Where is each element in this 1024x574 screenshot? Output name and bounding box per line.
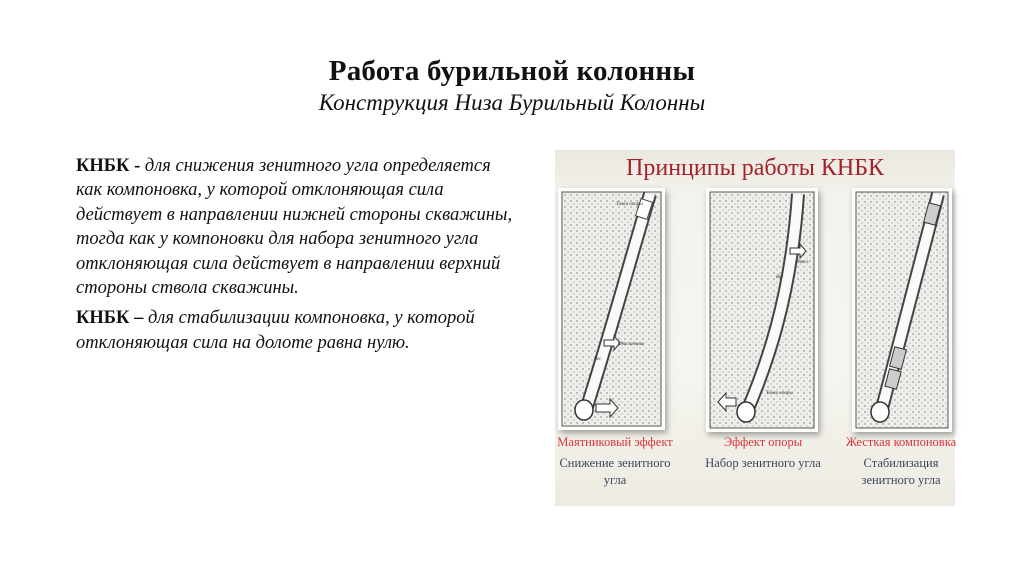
definition-text: для стабилизации компоновка, у которой отклоняющая сила на долоте равна нулю. [76, 308, 475, 353]
fulcrum-diagram [706, 188, 818, 432]
bha-principles-figure [555, 150, 955, 506]
result-label: Снижение зенитного угла [559, 456, 671, 487]
effect-label: Маятниковый эффект [557, 435, 673, 449]
term-label: КНБК - [76, 156, 141, 176]
effect-label: Эффект опоры [723, 435, 803, 449]
term-label: КНБК – [76, 308, 144, 329]
paragraph-stabilizing-bha [76, 306, 516, 355]
definition-text: для снижения зенитного угла определяется как компоновка, у которой отклоняющая сила действует в направлении нижней стороны скважины, тогда как у компоновки для набора зенитного угла отклоняющая сила действует в направлении верхний стороны ствола скважины. [76, 156, 513, 299]
packed-assembly-diagram [852, 188, 952, 432]
svg-text:Точка опоры: Точка опоры [766, 391, 793, 396]
svg-text:Вес: Вес [776, 275, 784, 280]
slide-title: Работа бурильной колонны [328, 55, 696, 87]
svg-text:Точка опоры: Точка опоры [616, 202, 643, 207]
result-label: Набор зенитного угла [705, 456, 821, 470]
svg-text:Вес: Вес [594, 357, 602, 362]
result-label: Стабилизация зенитного угла [861, 456, 941, 487]
paragraph-drop-bha [76, 154, 516, 300]
effect-label: Жесткая компоновка [845, 435, 957, 449]
svg-text:Откл.: Откл. [796, 260, 810, 265]
caption-pendulum [555, 434, 675, 489]
svg-text:Отклонение: Отклонение [618, 342, 645, 347]
body-text [76, 154, 516, 361]
caption-fulcrum [705, 434, 821, 472]
figure-title: Принципы работы КНБК [626, 155, 884, 181]
pendulum-drillstring-illustration [558, 188, 665, 430]
caption-packed [845, 434, 957, 489]
slide-subtitle: Конструкция Низа Бурильный Колонны [318, 90, 706, 115]
fulcrum-drillstring-illustration [706, 188, 818, 432]
pendulum-diagram [558, 188, 665, 430]
packed-drillstring-illustration [852, 188, 952, 432]
